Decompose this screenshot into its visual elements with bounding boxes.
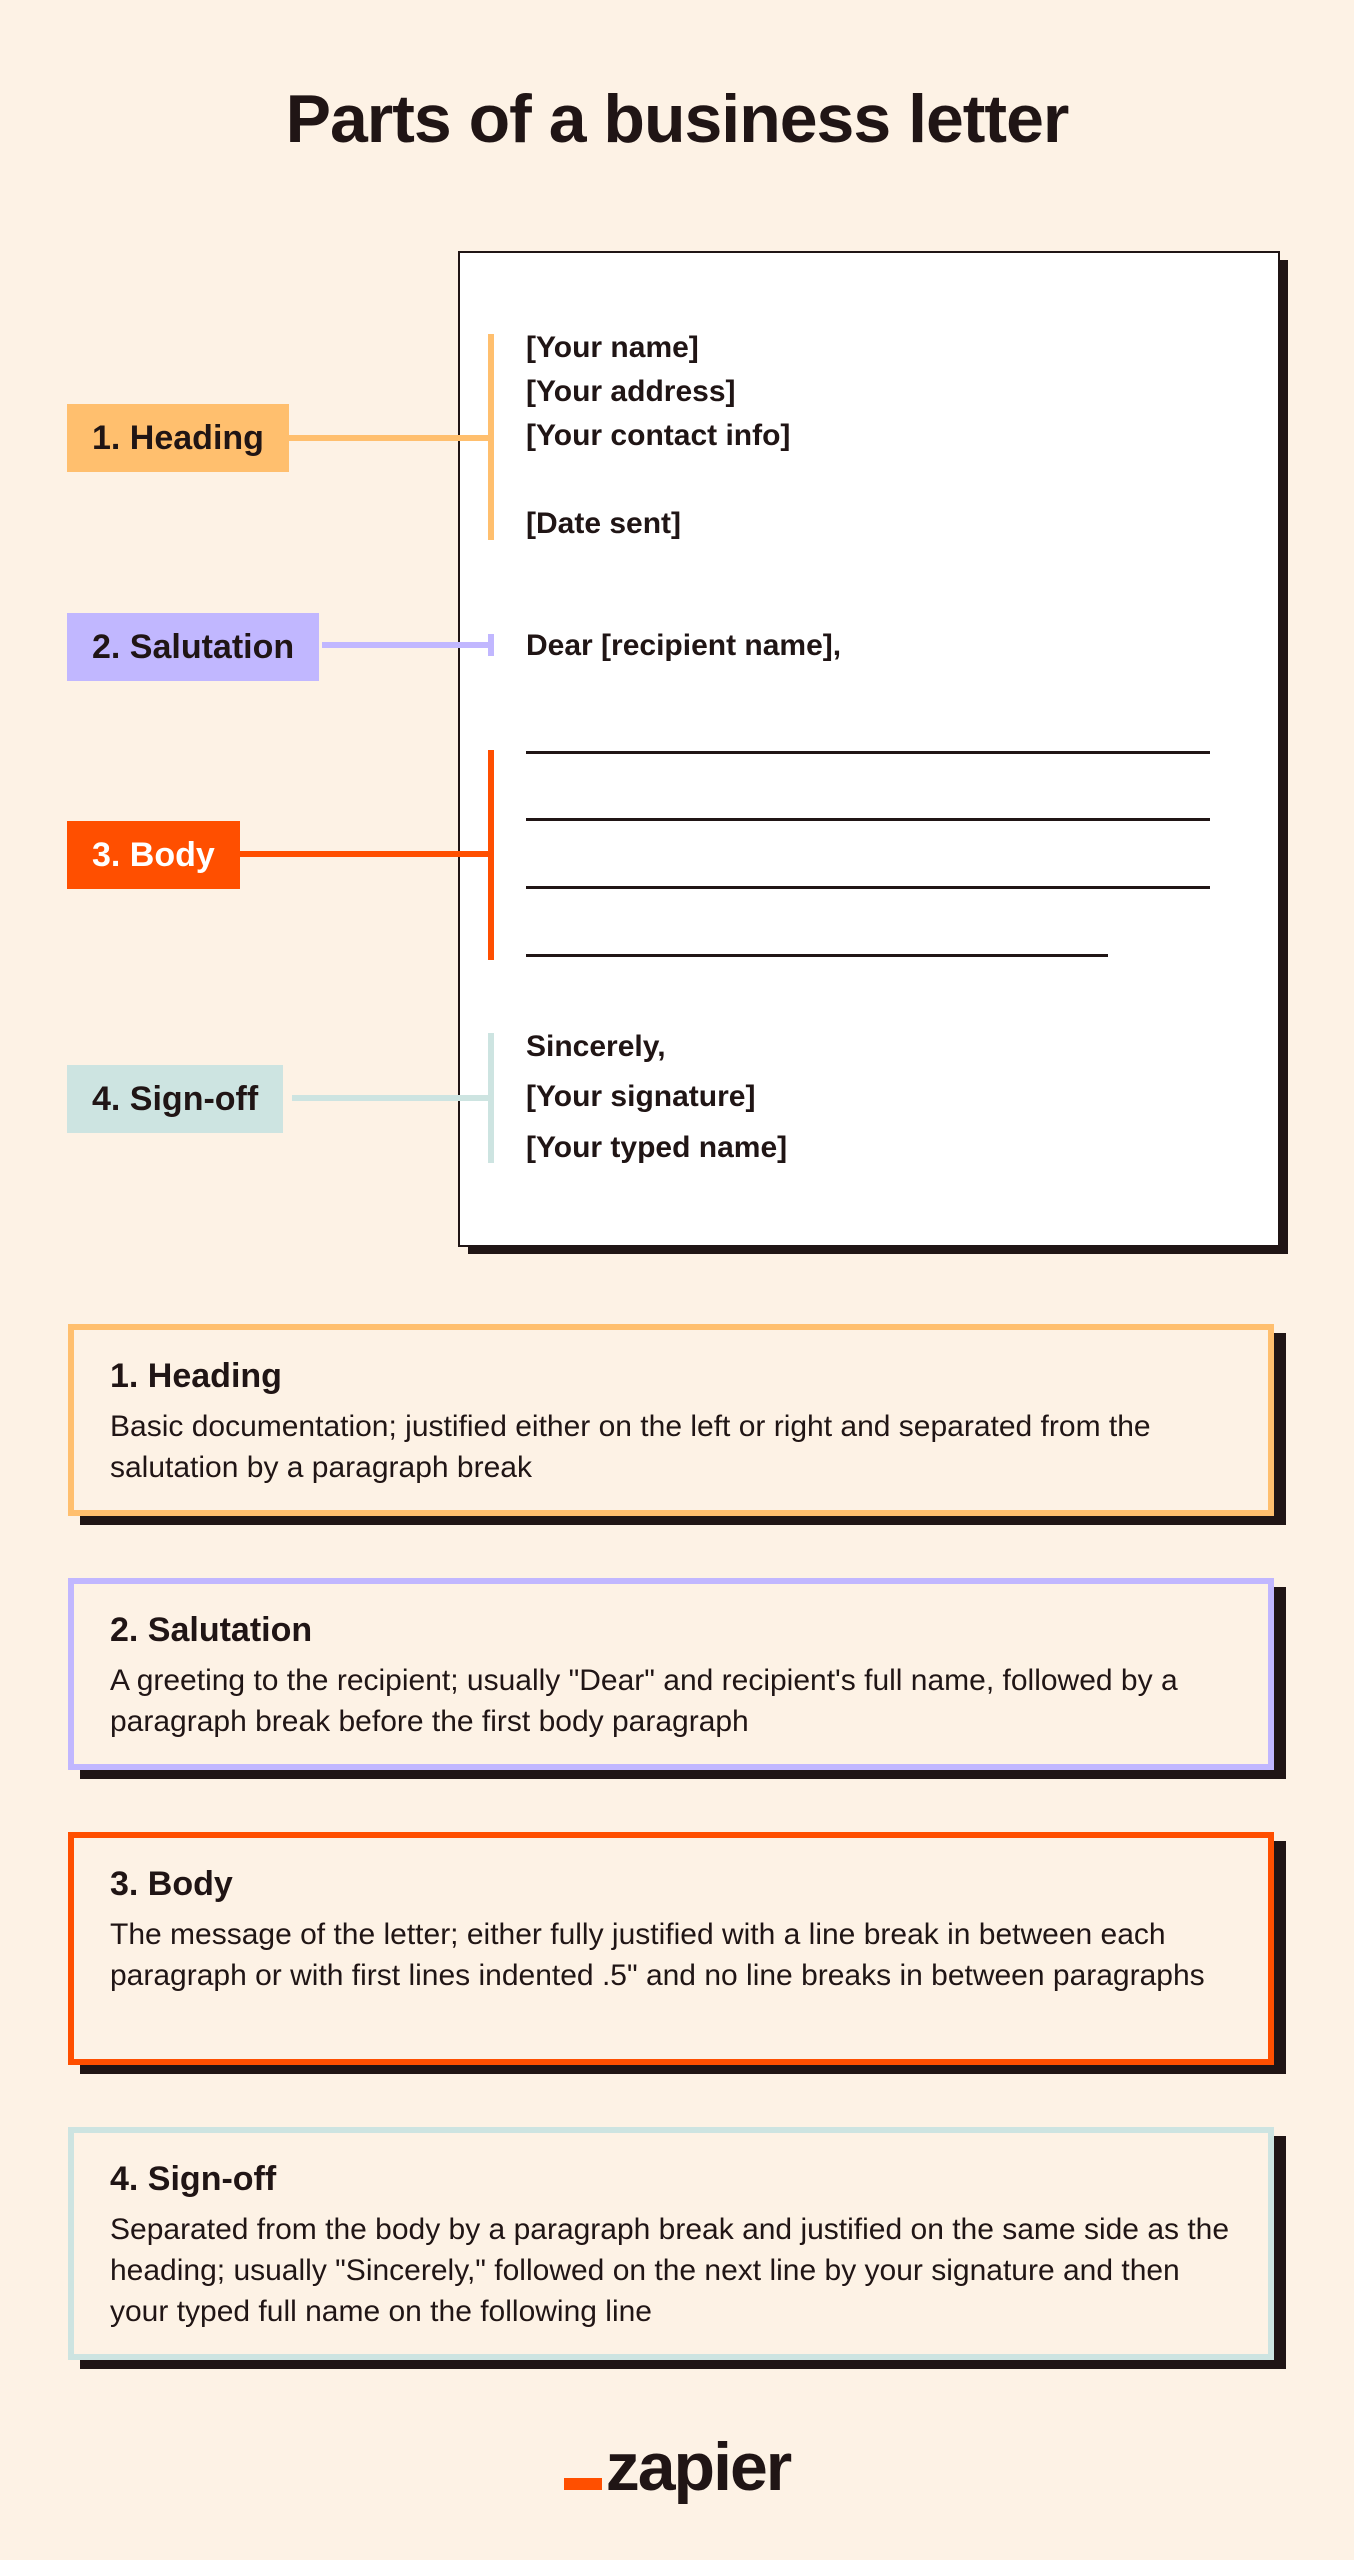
heading-card-text: Basic documentation; justified either on the left or right and separated from the salutation by a paragraph break [110, 1410, 1151, 1484]
letter-body-line [526, 886, 1210, 889]
salutation-card-title: 2. Salutation [110, 1611, 313, 1649]
letter-body-line [526, 751, 1210, 754]
signoff-card-title: 4. Sign-off [110, 2160, 277, 2198]
letter-heading-name: [Your name] [526, 331, 699, 364]
letter-signoff-typed-name: [Your typed name] [526, 1131, 788, 1164]
logo-text: zapier [605, 2429, 791, 2505]
body-connector [238, 851, 491, 857]
letter-heading-date: [Date sent] [526, 507, 682, 540]
salutation-card [68, 1578, 1274, 1770]
body-card [68, 1832, 1274, 2065]
letter-signoff-closing: Sincerely, [526, 1030, 666, 1063]
logo-dash-icon [564, 2478, 602, 2490]
letter-body-line [526, 954, 1108, 957]
body-card-title: 3. Body [110, 1865, 233, 1903]
salutation-tag: 2. Salutation [67, 613, 319, 681]
salutation-card-text: A greeting to the recipient; usually "Dear" and recipient's full name, followed by a paragraph break before the first body paragraph [110, 1664, 1178, 1738]
heading-card [68, 1324, 1274, 1516]
body-tag: 3. Body [67, 821, 240, 889]
signoff-tag: 4. Sign-off [67, 1065, 283, 1133]
letter-heading-contact: [Your contact info] [526, 419, 791, 452]
heading-connector [286, 435, 491, 441]
heading-card-title: 1. Heading [110, 1357, 282, 1395]
signoff-card-text: Separated from the body by a paragraph break and justified on the same side as the heading; usually "Sincerely," followed on the next line by your signature and then your typed full name on the following line [110, 2213, 1230, 2328]
letter-signoff-signature: [Your signature] [526, 1080, 756, 1113]
letter-body-line [526, 818, 1210, 821]
zapier-logo [0, 2428, 1354, 2506]
page-title: Parts of a business letter [285, 81, 1069, 157]
signoff-card [68, 2127, 1274, 2360]
salutation-connector [322, 642, 491, 648]
signoff-connector [292, 1095, 491, 1101]
heading-tag: 1. Heading [67, 404, 289, 472]
letter-heading-address: [Your address] [526, 375, 736, 408]
letter-salutation: Dear [recipient name], [526, 629, 842, 662]
body-card-text: The message of the letter; either fully justified with a line break in between each paragraph or with first lines indented .5" and no line breaks in between paragraphs [110, 1918, 1205, 1992]
